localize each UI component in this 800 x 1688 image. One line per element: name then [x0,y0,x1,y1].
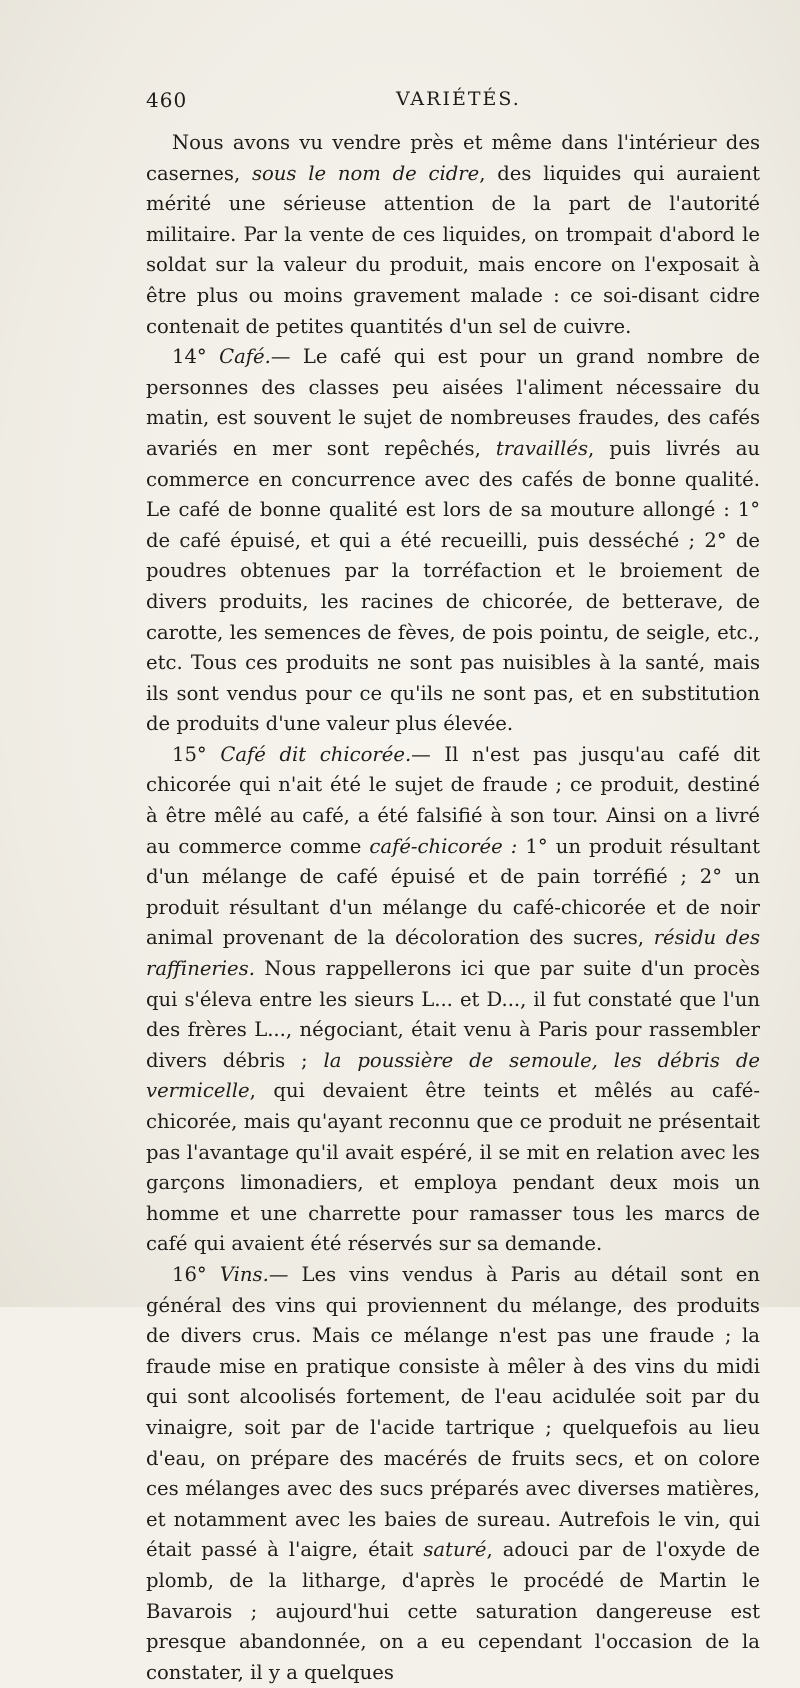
italic-text: travaillés [495,436,589,460]
text-run: 1° un produit résultant d'un mélange de café épuisé et de pain torréfié ; 2° un produit résultant d'un mélange du café-chicorée et de noir animal provenant de la décoloration des sucres, [146,834,760,950]
italic-text: Vins. [219,1262,269,1286]
italic-text: la poussière de semoule, les débris de vermicelle [146,1048,760,1103]
text-run: — Il n'est pas jusqu'au café dit chicorée qui n'ait été le sujet de fraude ; ce produit, destiné à être mêlé au café, a été falsifié à son tour. Ainsi on a livré au commerce comme [146,742,760,858]
paragraph [146,1260,760,1688]
italic-text: sous le nom de cidre [251,161,480,185]
italic-text: résidu des raffineries. [146,926,760,981]
text-run: Nous rappellerons ici que par suite d'un procès qui s'éleva entre les sieurs L... et D..., il fut constaté que l'un des frères L..., négociant, était venu à Paris pour rassembler divers débris ; [146,957,760,1072]
paragraph [146,740,760,1260]
text-run: , qui devaient être teints et mêlés au café-chicorée, mais qu'ayant reconnu que ce produit ne présentait pas l'avantage qu'il avait espéré, il se mit en relation avec les garçons limonadiers, et employa pendant deux mois un homme et une charrette pour ramasser tous les marcs de café qui avaient été réservés sur sa demande. [146,1079,760,1256]
text-run: , des liquides qui auraient mérité une sérieuse attention de la part de l'autorité militaire. Par la vente de ces liquides, on trompait d'abord le soldat sur la valeur du produit, mais encore on l'exposait à être plus ou moins gravement malade : ce soi-disant cidre contenait de petites quantités d'un sel de cuivre. [146,161,760,338]
italic-text: café-chicorée : [369,834,518,858]
text-run: 14° [172,345,220,369]
text-run: — Le café qui est pour un grand nombre de personnes des classes peu aisées l'aliment nécessaire du matin, est souvent le sujet de nombreuses fraudes, des cafés avariés en mer sont repêchés, [146,345,760,460]
text-run: , adouci par de l'oxyde de plomb, de la litharge, d'après le procédé de Martin le Bavarois ; aujourd'hui cette saturation dangereuse est presque abandonnée, on a eu cependant l'occasion de la constater, il y a quelques [146,1538,761,1684]
paragraph [146,128,760,342]
paragraph [146,342,760,740]
running-head: VARIÉTÉS. [396,88,521,110]
page-header [146,88,760,118]
italic-text: Café. [219,345,271,369]
italic-text: Café dit chicorée. [220,742,412,766]
text-run: Nous avons vu vendre près et même dans l'intérieur des casernes, [146,131,760,185]
text-run: 16° [172,1262,220,1286]
text-run: , puis livrés au commerce en concurrence avec des cafés de bonne qualité. Le café de bonne qualité est lors de sa mouture allongé : 1° de café épuisé, et qui a été recueilli, puis desséché ; 2° de poudres obtenues par la torréfaction et le broiement de divers produits, les racines de chicorée, de betterave, de carotte, les semences de fèves, de pois pointu, de seigle, etc., etc. Tous ces produits ne sont pas nuisibles à la santé, mais ils sont vendus pour ce qu'ils ne sont pas, et en substitution de produits d'une valeur plus élevée. [146,436,760,736]
body-text [146,128,760,1688]
italic-text: saturé [423,1538,487,1562]
page-number: 460 [146,88,188,112]
text-run: — Les vins vendus à Paris au détail sont en général des vins qui proviennent du mélange, des produits de divers crus. Mais ce mélange n'est pas une fraude ; la fraude mise en pratique consiste à mêler à des vins du midi qui sont alcoolisés fortement, de l'eau acidulée soit par du vinaigre, soit par de l'acide tartrique ; quelquefois au lieu d'eau, on prépare des macérés de fruits secs, et on colore ces mélanges avec des sucs préparés avec diverses matières, et notamment avec les baies de sureau. Autrefois le vin, qui était passé à l'aigre, était [146,1262,760,1562]
text-run: 15° [172,742,221,766]
